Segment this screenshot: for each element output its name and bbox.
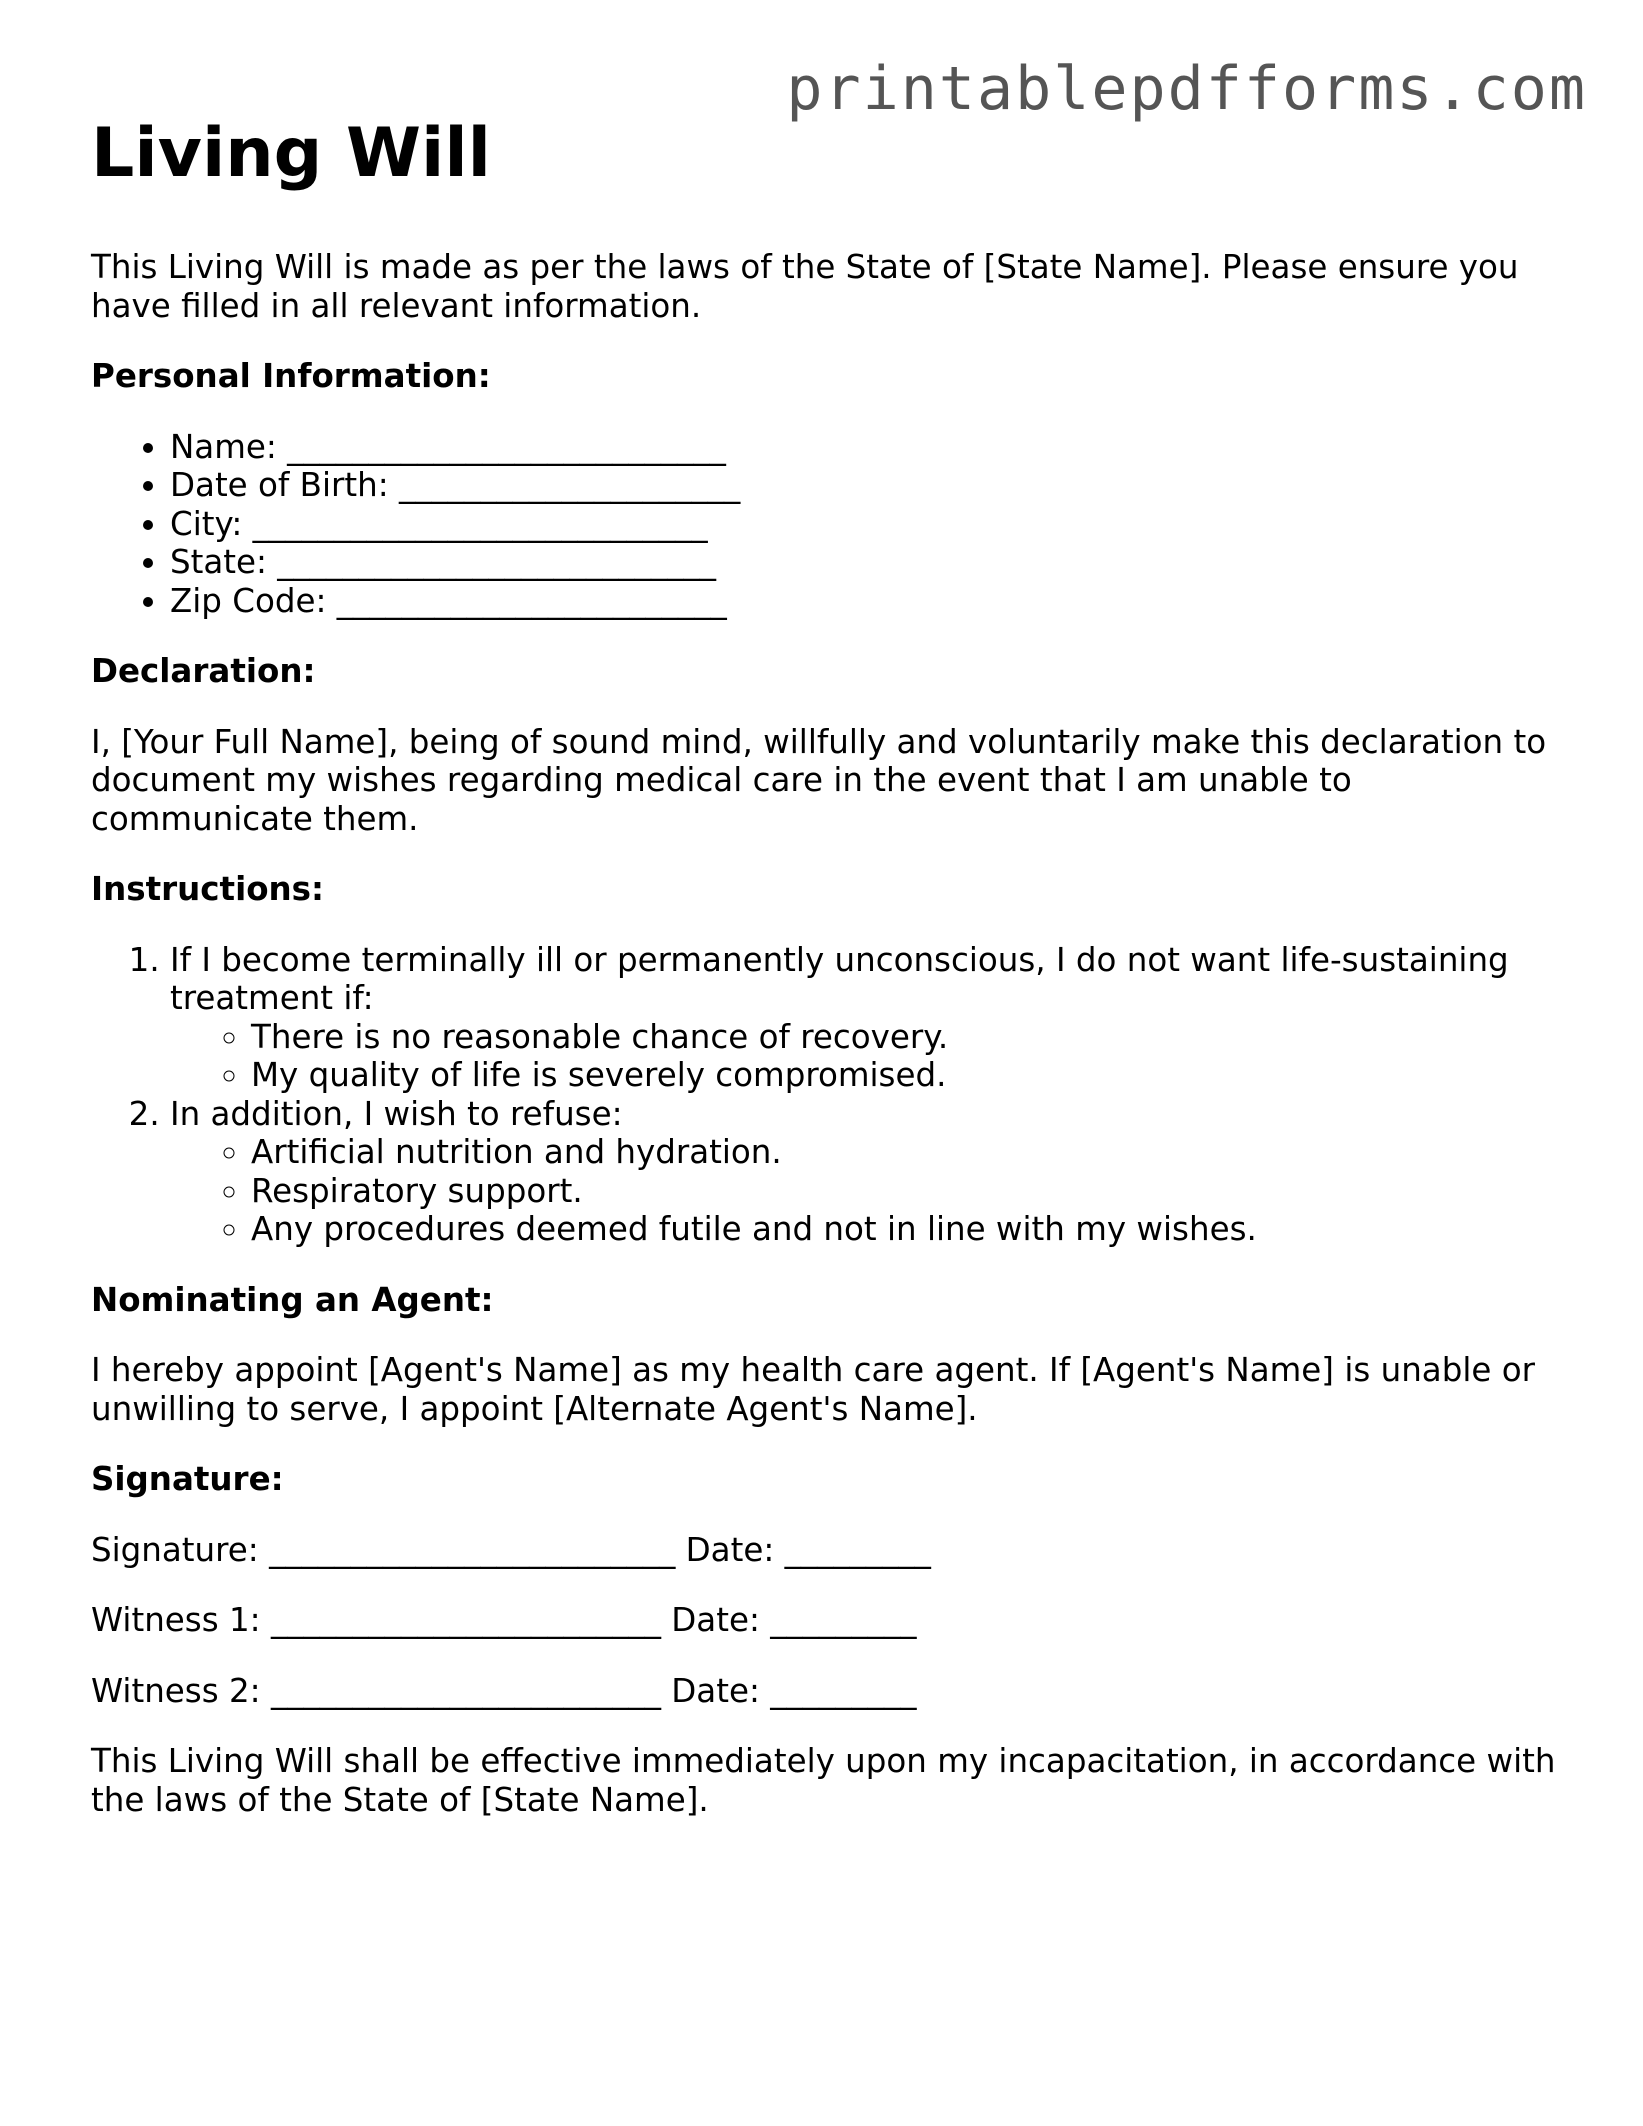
- agent-paragraph: I hereby appoint [Agent's Name] as my health care agent. If [Agent's Name] is unable or unwilling to serve, I appoint [Alternate Agent's Name].: [91, 1351, 1535, 1428]
- closing-paragraph: This Living Will shall be effective immediately upon my incapacitation, in accordance with the laws of the State of [State Name].: [91, 1742, 1556, 1819]
- instruction-text: In addition, I wish to refuse:: [170, 1094, 623, 1133]
- instruction-item: [170, 1095, 1561, 1249]
- instruction-item: [170, 941, 1561, 1095]
- declaration-paragraph: I, [Your Full Name], being of sound mind, willfully and voluntarily make this declaration to document my wishes regarding medical care in the event that I am unable to communicate them.: [91, 722, 1547, 838]
- field-city: • City: ____________________________: [170, 505, 1561, 544]
- document-page: [91, 112, 1561, 1851]
- field-date-of-birth: • Date of Birth: _____________________: [170, 466, 1561, 505]
- field-name: • Name: ___________________________: [170, 428, 1561, 467]
- signature-line: Signature: _________________________ Date: _________: [91, 1530, 931, 1569]
- instruction-text: If I become terminally ill or permanently unconscious, I do not want life-sustaining treatment if:: [170, 940, 1509, 1017]
- agent-heading: Nominating an Agent:: [91, 1280, 494, 1319]
- instruction-subitem: ◦ Artificial nutrition and hydration.: [251, 1133, 1561, 1172]
- intro-paragraph: This Living Will is made as per the laws of the State of [State Name]. Please ensure you have filled in all relevant information.: [91, 248, 1519, 325]
- field-zip-code: • Zip Code: ________________________: [170, 582, 1561, 621]
- field-state: • State: ___________________________: [170, 543, 1561, 582]
- instruction-subitem: ◦ There is no reasonable chance of recovery.: [251, 1018, 1561, 1057]
- page-title: Living Will: [91, 114, 491, 193]
- personal-info-list: [91, 428, 1561, 621]
- instruction-sublist: [170, 1133, 1561, 1249]
- instructions-list: [91, 941, 1561, 1249]
- instruction-subitem: ◦ Any procedures deemed futile and not in line with my wishes.: [251, 1210, 1561, 1249]
- declaration-heading: Declaration:: [91, 652, 316, 690]
- witness-2-line: Witness 2: ________________________ Date: _________: [91, 1671, 917, 1710]
- witness-1-line: Witness 1: ________________________ Date: _________: [91, 1601, 917, 1639]
- instruction-subitem: ◦ Respiratory support.: [251, 1172, 1561, 1211]
- instruction-subitem: ◦ My quality of life is severely compromised.: [251, 1056, 1561, 1095]
- signature-heading: Signature:: [91, 1460, 284, 1498]
- instructions-heading: Instructions:: [91, 870, 325, 908]
- personal-info-heading: Personal Information:: [91, 357, 491, 395]
- watermark-text: printablepdfforms.com: [786, 54, 1587, 124]
- instruction-sublist: [170, 1018, 1561, 1095]
